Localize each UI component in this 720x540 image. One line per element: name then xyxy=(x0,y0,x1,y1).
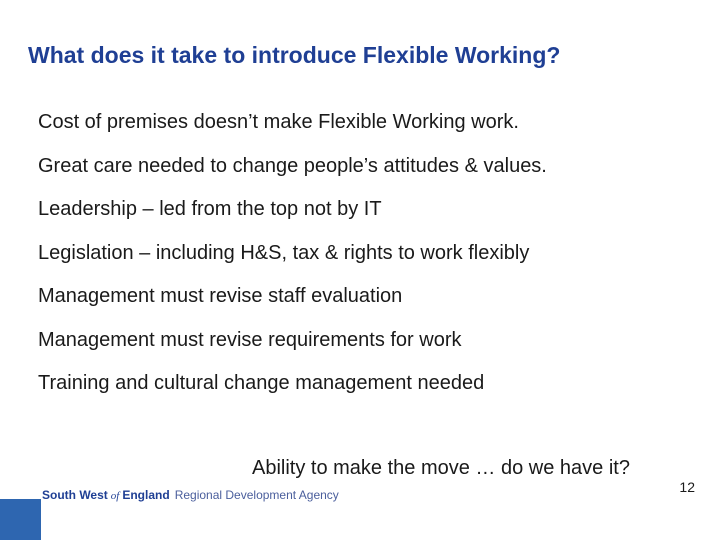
bullet-item: Great care needed to change people’s attitudes & values. xyxy=(38,154,547,177)
logo-text-england: England xyxy=(122,488,170,502)
page-number: 12 xyxy=(679,479,695,495)
bullet-list xyxy=(38,110,547,415)
corner-accent-block xyxy=(0,499,41,540)
bullet-item: Leadership – led from the top not by IT xyxy=(38,198,382,220)
tagline: Ability to make the move … do we have it? xyxy=(252,457,630,479)
logo-text-south-west: South West xyxy=(42,488,108,502)
bullet-item: Management must revise staff evaluation xyxy=(38,285,403,307)
bullet-item: Legislation – including H&S, tax & rights to work flexibly xyxy=(38,241,530,264)
bullet-item: Cost of premises doesn’t make Flexible Working work. xyxy=(38,111,519,133)
bullet-item: Management must revise requirements for work xyxy=(38,328,462,351)
bullet-item: Training and cultural change management needed xyxy=(38,372,485,394)
slide-title: What does it take to introduce Flexible Working? xyxy=(28,42,561,68)
logo-text-agency: Regional Development Agency xyxy=(174,488,339,502)
organization-logo xyxy=(42,487,339,504)
logo-text-of: of xyxy=(110,490,120,502)
